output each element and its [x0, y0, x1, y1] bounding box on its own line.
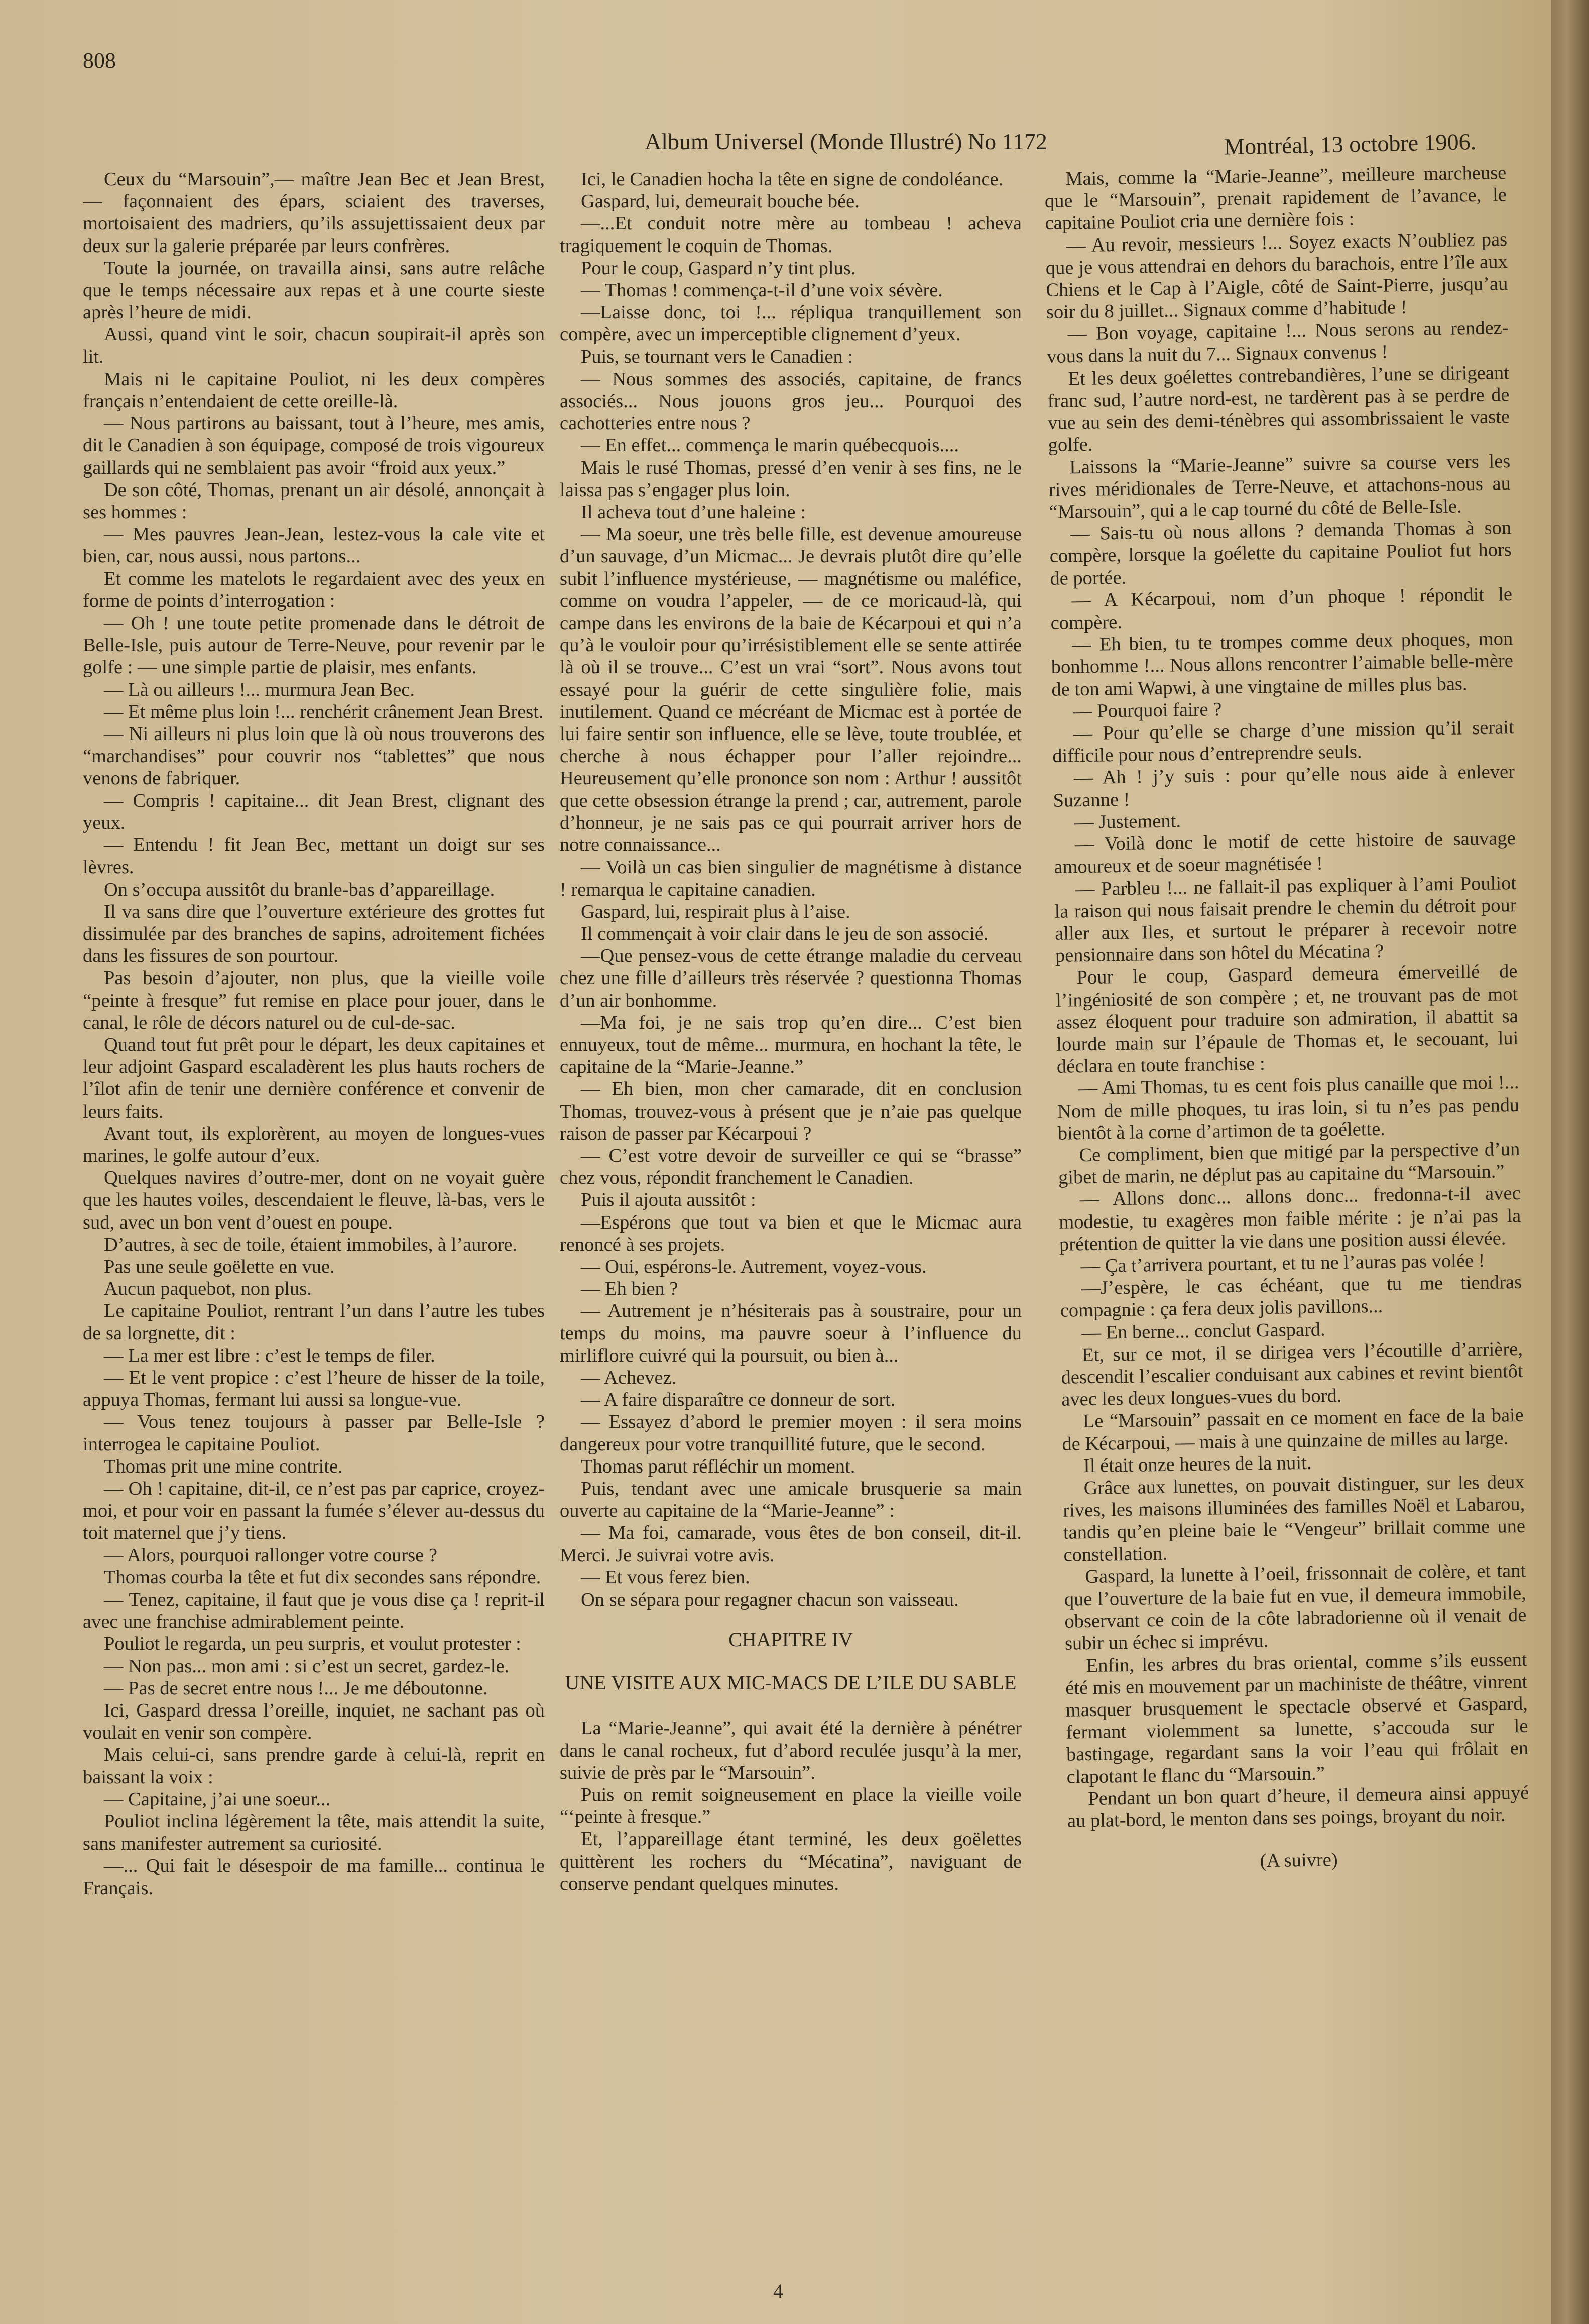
paragraph: — Ça t’arrivera pourtant, et tu ne l’auras pas volée !	[1080, 1250, 1485, 1277]
paragraph: Pas une seule goëlette en vue.	[104, 1256, 335, 1277]
paragraph: — Et le vent propice : c’est l’heure de hisser de la toile, appuya Thomas, fermant lui aussi sa longue-vue.	[83, 1367, 545, 1411]
paragraph: — Nous partirons au baissant, tout à l’heure, mes amis, dit le Canadien à son équipage, composé de trois vigoureux gaillards qui ne semblaient pas avoir “froid aux yeux.”	[83, 413, 545, 478]
column-2-top	[560, 168, 1022, 1611]
paragraph: —Laisse donc, toi !... répliqua tranquillement son compère, avec un imperceptible clignement d’yeux.	[560, 302, 1022, 345]
paragraph: — Mes pauvres Jean-Jean, lestez-vous la cale vite et bien, car, nous aussi, nous partons...	[83, 524, 545, 567]
paragraph: Le capitaine Pouliot, rentrant l’un dans l’autre les tubes de sa lorgnette, dit :	[83, 1300, 545, 1344]
paragraph: Il commençait à voir clair dans le jeu de son associé.	[581, 923, 989, 944]
paragraph: Puis, se tournant vers le Canadien :	[581, 346, 853, 368]
paragraph: Thomas parut réfléchir un moment.	[581, 1455, 855, 1477]
paragraph: — Ma foi, camarade, vous êtes de bon conseil, dit-il. Merci. Je suivrai votre avis.	[560, 1522, 1022, 1566]
paragraph: — C’est votre devoir de surveiller ce qui se “brasse” chez vous, répondit franchement le Canadien.	[560, 1145, 1022, 1189]
paragraph: Mais, comme la “Marie-Jeanne”, meilleure marcheuse que le “Marsouin”, prenait rapidement de l’avance, le capitaine Pouliot cria une dernière fois :	[1044, 162, 1507, 234]
paragraph: Aussi, quand vint le soir, chacun soupirait-il après son lit.	[83, 324, 545, 368]
paragraph: — Pour qu’elle se charge d’une mission qu’il serait difficile pour nous d’entreprendre seuls.	[1052, 717, 1514, 767]
paragraph: Puis il ajouta aussitôt :	[581, 1189, 756, 1211]
paragraph: Aucun paquebot, non plus.	[104, 1278, 312, 1300]
paragraph: — Non pas... mon ami : si c’est un secret, gardez-le.	[104, 1655, 510, 1677]
paragraph: — En berne... conclut Gaspard.	[1081, 1318, 1326, 1343]
paragraph: On se sépara pour regagner chacun son vaisseau.	[581, 1589, 959, 1610]
paragraph: Il acheva tout d’une haleine :	[581, 502, 806, 523]
paragraph: Pas besoin d’ajouter, non plus, que la vieille voile “peinte à fresque” fut remise en place pour jouer, dans le canal, le rôle de décors naturel ou de cul-de-sac.	[83, 967, 545, 1033]
paragraph: Et, sur ce mot, il se dirigea vers l’écoutille d’arrière, descendit l’escalier conduisant aux cabines et revint bientôt avec les deux longues-vues du bord.	[1061, 1338, 1523, 1410]
paragraph: De son côté, Thomas, prenant un air désolé, annonçait à ses hommes :	[83, 479, 545, 523]
paragraph: — En effet... commença le marin québecquois....	[581, 435, 959, 456]
paragraph: Ceux du “Marsouin”,— maître Jean Bec et Jean Brest, — façonnaient des épars, sciaient des traverses, mortoisaient des madriers, qu’ils assujettissaient deux par deux sur la galerie préparée par leurs confrères.	[83, 169, 545, 257]
paragraph: Pouliot le regarda, un peu surpris, et voulut protester :	[104, 1633, 521, 1655]
paragraph: Grâce aux lunettes, on pouvait distinguer, sur les deux rives, les maisons illuminées des familles Noël et Labarou, tandis qu’en pleine baie le “Vengeur” brillait comme une constellation.	[1063, 1471, 1526, 1566]
paragraph: Mais le rusé Thomas, pressé d’en venir à ses fins, ne le laissa pas s’engager plus loin.	[560, 457, 1022, 501]
paragraph: Enfin, les arbres du bras oriental, comme s’ils eussent été mis en mouvement par un machiniste de théâtre, vinrent masquer brusquement le spectacle observé et Gaspard, fermant violemment sa lunette, s’accouda sur le bastingage, regardant sans la voir l’eau qui frôlait en clapotant le flanc du “Marsouin.”	[1065, 1649, 1529, 1788]
paragraph: Quand tout fut prêt pour le départ, les deux capitaines et leur adjoint Gaspard escaladèrent les plus hauts rochers de l’îlot afin de tenir une dernière conférence et convenir de leurs faits.	[83, 1034, 545, 1122]
paragraph: — A faire disparaître ce donneur de sort.	[581, 1389, 896, 1411]
text-column-2	[560, 168, 1022, 2267]
paragraph: Gaspard, la lunette à l’oeil, frissonnait de colère, et tant que l’ouverture de la baie fut en vue, il demeura immobile, observant ce coin de la côte labradorienne où il venait de subir un échec si imprévu.	[1064, 1560, 1527, 1655]
chapter-subtitle: UNE VISITE AUX MIC-MACS DE L’ILE DU SABLE	[565, 1671, 1017, 1694]
paragraph: — Eh bien ?	[581, 1278, 678, 1300]
running-header	[80, 128, 1476, 163]
paragraph: Pour le coup, Gaspard demeura émerveillé de l’ingéniosité de son compère ; et, ne trouvant pas de mot assez éloquent pour traduire son admiration, il abattit sa lourde main sur l’épaule de Thomas et, le secouant, lui déclara en toute franchise :	[1055, 961, 1519, 1077]
paragraph: — Oui, espérons-le. Autrement, voyez-vous.	[581, 1256, 927, 1277]
paragraph: Il va sans dire que l’ouverture extérieure des grottes fut dissimulée par des branches de sapins, adroitement fichées dans les fissures de son pourtour.	[83, 901, 545, 967]
paragraph: Avant tout, ils explorèrent, au moyen de longues-vues marines, le golfe autour d’eux.	[83, 1123, 545, 1166]
page-edge	[1551, 0, 1589, 2324]
folio-number: 4	[773, 2280, 783, 2302]
paragraph: — Entendu ! fit Jean Bec, mettant un doigt sur ses lèvres.	[83, 834, 545, 878]
paragraph: Ici, Gaspard dressa l’oreille, inquiet, ne sachant pas où voulait en venir son compère.	[83, 1700, 545, 1744]
paragraph: Laissons la “Marie-Jeanne” suivre sa course vers les rives méridionales de Terre-Neuve, et attachons-nous au “Marsouin”, qui a le cap tourné du côté de Belle-Isle.	[1048, 450, 1511, 523]
paragraph: — Ami Thomas, tu es cent fois plus canaille que moi !... Nom de mille phoques, tu iras loin, si tu n’es pas pendu bientôt à la corne d’artimon de ta goélette.	[1057, 1072, 1520, 1144]
paragraph: Ce compliment, bien que mitigé par la perspective d’un gibet de marin, ne déplut pas au capitaine du “Marsouin.”	[1058, 1138, 1520, 1188]
publication-title: Album Universel (Monde Illustré) No 1172	[645, 129, 1047, 154]
paragraph: — Alors, pourquoi rallonger votre course ?	[104, 1544, 437, 1566]
paragraph: — La mer est libre : c’est le temps de filer.	[104, 1344, 435, 1366]
paragraph: — Ni ailleurs ni plus loin que là où nous trouverons des “marchandises” pour couvrir nos “tablettes” que nous venons de fabriquer.	[83, 723, 545, 789]
paragraph: — Nous sommes des associés, capitaine, de francs associés... Nous jouons gros jeu... Pourquoi des cachotteries entre nous ?	[560, 368, 1022, 434]
paragraph: — Ma soeur, une très belle fille, est devenue amoureuse d’un sauvage, d’un Micmac... Je devrais plutôt dire qu’elle subit l’influence mystérieuse, — magnétisme ou maléfice, comme on voudra l’appeler, — de ce moricaud-là, qui campe dans les environs de la baie de Kécarpoui et qui n’a qu’à le vouloir pour qu’irrésistiblement elle se sente attirée là où il se trouve... C’est un vrai “sort”. Nous avons tout essayé pour la guérir de cette singulière folie, mais inutilement. Quand ce mécréant de Micmac est à portée de lui faire sentir son influence, elle se lève, toute troublée, et cherche à nous échapper pour l’aller rejoindre... Heureusement qu’elle prononce son nom : Arthur ! aussitôt que cette obsession étrange la prend ; car, autrement, parole d’honneur, je ne sais pas ce qui pourrait arriver hors de notre connaissance...	[560, 524, 1022, 856]
paragraph: Mais ni le capitaine Pouliot, ni les deux compères français n’entendaient de cette oreille-là.	[83, 368, 545, 412]
paragraph: Pour le coup, Gaspard n’y tint plus.	[581, 257, 856, 279]
paragraph: D’autres, à sec de toile, étaient immobiles, à l’aurore.	[104, 1234, 518, 1255]
paragraph: — Justement.	[1074, 810, 1181, 833]
paragraph: — Au revoir, messieurs !... Soyez exacts N’oubliez pas que je vous attendrai en dehors du barachois, entre l’île aux Chiens et le Cap à l’Aigle, côté de Saint-Pierre, jusqu’au soir du 8 juillet... Signaux comme d’habitude !	[1045, 228, 1508, 323]
text-column-1	[83, 168, 545, 2267]
paragraph: — Eh bien, mon cher camarade, dit en conclusion Thomas, trouvez-vous à présent que je n’aie pas quelque raison de passer par Kécarpoui ?	[560, 1078, 1022, 1144]
paragraph: — Thomas ! commença-t-il d’une voix sévère.	[581, 280, 943, 301]
paragraph: Gaspard, lui, respirait plus à l’aise.	[581, 901, 850, 922]
paragraph: — Tenez, capitaine, il faut que je vous dise ça ! reprit-il avec une franchise admirablement peinte.	[83, 1589, 545, 1633]
paragraph: — Et même plus loin !... renchérit crânement Jean Brest.	[104, 701, 544, 722]
paragraph: — Bon voyage, capitaine !... Nous serons au rendez-vous dans la nuit du 7... Signaux convenus !	[1046, 317, 1509, 368]
paragraph: Quelques navires d’outre-mer, dont on ne voyait guère que les hautes voiles, descendaient le fleuve, là-bas, vers le sud, avec un bon vent d’ouest en poupe.	[83, 1167, 545, 1233]
publication-date: Montréal, 13 octobre 1906.	[1224, 129, 1477, 160]
paragraph: —Ma foi, je ne sais trop qu’en dire... C’est bien ennuyeux, tout de même... murmura, en hochant la tête, le capitaine de la “Marie-Jeanne.”	[560, 1012, 1022, 1078]
paragraph: Gaspard, lui, demeurait bouche bée.	[581, 191, 860, 212]
paragraph: Pendant un bon quart d’heure, il demeura ainsi appuyé au plat-bord, le menton dans ses poings, broyant du noir.	[1067, 1782, 1529, 1832]
chapter-title: CHAPITRE IV	[728, 1628, 853, 1651]
paragraph: Thomas prit une mine contrite.	[104, 1455, 343, 1477]
paragraph: —...Et conduit notre mère au tombeau ! acheva tragiquement le coquin de Thomas.	[560, 213, 1022, 257]
paragraph: Il était onze heures de la nuit.	[1083, 1452, 1312, 1477]
paragraph: — Autrement je n’hésiterais pas à soustraire, pour un temps du moins, ma pauvre soeur à l’influence du mirliflore cuivré qui la poursuit, ou bien à...	[560, 1300, 1022, 1366]
paragraph: On s’occupa aussitôt du branle-bas d’appareillage.	[104, 879, 495, 900]
paragraph: — Sais-tu où nous allons ? demanda Thomas à son compère, lorsque la goélette du capitaine Pouliot fut hors de portée.	[1049, 517, 1512, 589]
paragraph: Et les deux goélettes contrebandières, l’une se dirigeant franc sud, l’autre nord-est, ne tardèrent pas à se perdre de vue au sein des demi-ténèbres qui assombrissaient le vaste golfe.	[1047, 361, 1510, 456]
paragraph: —J’espère, le cas échéant, que tu me tiendras compagnie : ça fera deux jolis pavillons...	[1060, 1272, 1522, 1322]
paragraph: — Et vous ferez bien.	[581, 1566, 750, 1588]
paragraph: Et, l’appareillage étant terminé, les deux goëlettes quittèrent les rochers du “Mécatina”, naviguant de conserve pendant quelques minutes.	[560, 1828, 1022, 1894]
paragraph: — Pourquoi faire ?	[1072, 699, 1222, 722]
paragraph: — Eh bien, tu te trompes comme deux phoques, mon bonhomme !... Nous allons rencontrer l’aimable belle-mère de ton ami Wapwi, à une vingtaine de milles plus bas.	[1051, 628, 1514, 700]
paragraph: Pouliot inclina légèrement la tête, mais attendit la suite, sans manifester autrement sa curiosité.	[83, 1811, 545, 1855]
paragraph: La “Marie-Jeanne”, qui avait été la dernière à pénétrer dans le canal rocheux, fut d’abord reculée jusqu’à la mer, suivie de près par le “Marsouin”.	[560, 1718, 1022, 1783]
paragraph: —... Qui fait le désespoir de ma famille... continua le Français.	[83, 1855, 545, 1899]
to-be-continued: (A suivre)	[1260, 1849, 1338, 1872]
paragraph: Toute la journée, on travailla ainsi, sans autre relâche que le temps nécessaire aux repas et à une courte sieste après l’heure de midi.	[83, 257, 545, 323]
text-column-3	[1044, 162, 1535, 2266]
paragraph: — Ah ! j’y suis : pour qu’elle nous aide à enlever Suzanne !	[1053, 761, 1515, 811]
paragraph: — Là ou ailleurs !... murmura Jean Bec.	[104, 679, 415, 700]
column-2-bottom	[560, 1717, 1022, 1895]
paragraph: — Oh ! capitaine, dit-il, ce n’est pas par caprice, croyez-moi, et pour voir en passant la fumée s’élever au-dessus du toit maternel que j’y tiens.	[83, 1478, 545, 1544]
paragraph: — Pas de secret entre nous !... Je me déboutonne.	[104, 1677, 488, 1699]
paragraph: — Compris ! capitaine... dit Jean Brest, clignant des yeux.	[83, 790, 545, 833]
paragraph: Mais celui-ci, sans prendre garde à celui-là, reprit en baissant la voix :	[83, 1744, 545, 1788]
paragraph: — A Kécarpoui, nom d’un phoque ! répondit le compère.	[1050, 583, 1513, 634]
paragraph: Puis on remit soigneusement en place la vieille voile “‘peinte à fresque.”	[560, 1784, 1022, 1828]
paragraph: — Capitaine, j’ai une soeur...	[104, 1788, 331, 1810]
paragraph: — Voilà un cas bien singulier de magnétisme à distance ! remarqua le capitaine canadien.	[560, 857, 1022, 900]
paragraph: — Achevez.	[581, 1367, 677, 1388]
paragraph: Ici, le Canadien hocha la tête en signe de condoléance.	[581, 169, 1004, 190]
paragraph: — Parbleu !... ne fallait-il pas expliquer à l’ami Pouliot la raison qui nous faisait prendre le chemin du détroit pour aller aux Iles, et surtout le préparer à recevoir notre pensionnaire dans son hôtel du Mécatina ?	[1054, 872, 1517, 966]
paragraph: —Que pensez-vous de cette étrange maladie du cerveau chez une fille d’ailleurs très réservée ? questionna Thomas d’un air bonhomme.	[560, 945, 1022, 1011]
paragraph: Le “Marsouin” passait en ce moment en face de la baie de Kécarpoui, — mais à une quinzaine de milles au large.	[1062, 1405, 1524, 1455]
paragraph: Puis, tendant avec une amicale brusquerie sa main ouverte au capitaine de la “Marie-Jeanne” :	[560, 1478, 1022, 1522]
paragraph: — Vous tenez toujours à passer par Belle-Isle ? interrogea le capitaine Pouliot.	[83, 1411, 545, 1455]
paragraph: — Essayez d’abord le premier moyen : il sera moins dangereux pour votre tranquillité future, que le second.	[560, 1411, 1022, 1455]
paragraph: Thomas courba la tête et fut dix secondes sans répondre.	[104, 1566, 541, 1588]
paragraph: —Espérons que tout va bien et que le Micmac aura renoncé à ses projets.	[560, 1211, 1022, 1255]
paragraph: — Oh ! une toute petite promenade dans le détroit de Belle-Isle, puis autour de Terre-Neuve, pour revenir par le golfe : — une simple partie de plaisir, mes enfants.	[83, 613, 545, 678]
column-3-body	[1044, 162, 1529, 1832]
paragraph: — Voilà donc le motif de cette histoire de sauvage amoureux et de soeur magnétisée !	[1054, 828, 1516, 878]
page-number: 808	[83, 48, 116, 73]
paragraph: — Allons donc... allons donc... fredonna-t-il avec modestie, tu exagères mon faible mérite : je n’ai pas la prétention de quitter la vie dans une position aussi élevée.	[1059, 1183, 1521, 1255]
paragraph: Et comme les matelots le regardaient avec des yeux en forme de points d’interrogation :	[83, 568, 545, 611]
